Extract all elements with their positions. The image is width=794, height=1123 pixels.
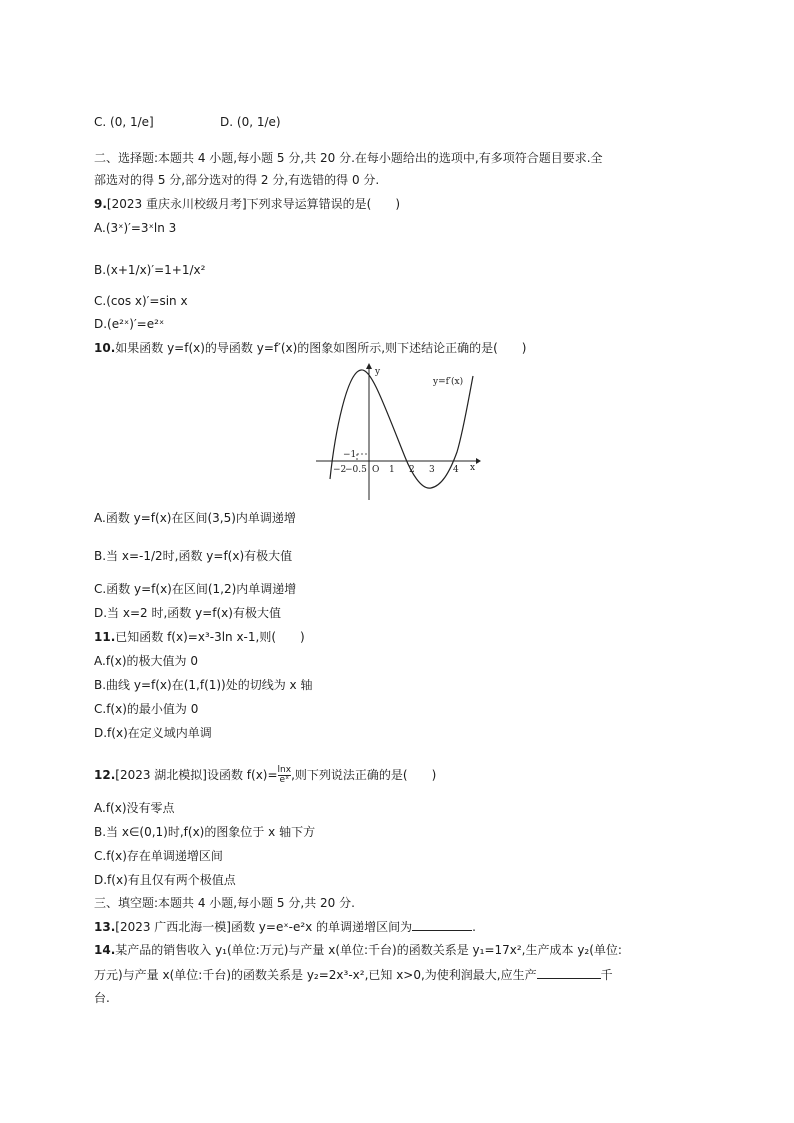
question-14-line-1 <box>94 942 622 958</box>
x-axis-label: x <box>470 463 476 473</box>
question-text: 万元)与产量 x(单位:千台)的函数关系是 y₂=2x³-x²,已知 x>0,为使利润最大,应生产 <box>94 968 537 982</box>
q11-option-a: A.f(x)的极大值为 0 <box>94 654 198 668</box>
section-2-line-1: 二、选择题:本题共 4 小题,每小题 5 分,共 20 分.在每小题给出的选项中,有多项符合题目要求.全 <box>94 151 603 165</box>
tick-label: 4 <box>453 465 459 475</box>
q10-option-a: A.函数 y=f(x)在区间(3,5)内单调递增 <box>94 511 296 525</box>
q12-option-b: B.当 x∈(0,1)时,f(x)的图象位于 x 轴下方 <box>94 825 316 839</box>
q10-option-c: C.函数 y=f(x)在区间(1,2)内单调递增 <box>94 582 297 596</box>
section-2-line-2: 部选对的得 5 分,部分选对的得 2 分,有选错的得 0 分. <box>94 173 380 187</box>
question-number: 11. <box>94 630 116 644</box>
option-text: (0, 1/e] <box>110 115 154 129</box>
question-number: 12. <box>94 768 116 782</box>
q12-option-c: C.f(x)存在单调递增区间 <box>94 849 223 863</box>
question-text: 某产品的销售收入 y₁(单位:万元)与产量 x(单位:千台)的函数关系是 y₁=17x²,生产成本 y₂(单位: <box>115 943 622 957</box>
q11-option-d: D.f(x)在定义域内单调 <box>94 726 212 740</box>
fraction-denominator: eˣ <box>279 775 290 785</box>
question-12-stem <box>94 766 436 785</box>
fraction-numerator: lnx <box>277 765 292 775</box>
question-10-stem <box>94 340 527 356</box>
question-13-stem <box>94 918 476 935</box>
option-d-top <box>220 114 281 130</box>
derivative-graph <box>313 362 483 502</box>
question-number: 10. <box>94 341 116 355</box>
tick-label: 1 <box>389 465 395 475</box>
q11-option-b: B.曲线 y=f(x)在(1,f(1))处的切线为 x 轴 <box>94 678 313 692</box>
question-number: 13. <box>94 920 116 934</box>
y-axis-label: y <box>375 367 381 377</box>
question-9-stem <box>94 196 400 212</box>
question-text: . <box>472 920 476 934</box>
q9-option-c: C.(cos x)′=sin x <box>94 294 188 308</box>
answer-blank[interactable] <box>412 918 472 931</box>
section-3-line-1: 三、填空题:本题共 4 小题,每小题 5 分,共 20 分. <box>94 896 355 910</box>
question-text: 如果函数 y=f(x)的导函数 y=f′(x)的图象如图所示,则下述结论正确的是( ) <box>115 341 527 355</box>
question-number: 9. <box>94 197 107 211</box>
question-text: ,则下列说法正确的是( ) <box>291 768 437 782</box>
q9-option-d: D.(e²ˣ)′=e²ˣ <box>94 317 165 331</box>
question-text: [2023 湖北模拟]设函数 f(x)= <box>115 768 278 782</box>
q11-option-c: C.f(x)的最小值为 0 <box>94 702 199 716</box>
q10-option-b: B.当 x=-1/2时,函数 y=f(x)有极大值 <box>94 549 293 563</box>
y-axis-arrow <box>366 363 372 369</box>
question-text: 已知函数 f(x)=x³-3ln x-1,则( ) <box>115 630 305 644</box>
tick-label: −2 <box>333 465 347 475</box>
option-label: D. <box>220 115 234 129</box>
tick-label: 3 <box>429 465 435 475</box>
option-c-top <box>94 114 154 130</box>
tick-label: −1 <box>343 450 357 460</box>
question-14-line-3: 台. <box>94 991 110 1005</box>
q10-option-d: D.当 x=2 时,函数 y=f(x)有极大值 <box>94 606 281 620</box>
tick-label: −0.5 <box>345 465 367 475</box>
x-axis-arrow <box>476 458 481 464</box>
q9-option-b: B.(x+1/x)′=1+1/x² <box>94 263 206 277</box>
curve-label: y=f′(x) <box>433 377 464 387</box>
question-14-line-2 <box>94 966 613 983</box>
question-11-stem <box>94 629 305 645</box>
fraction <box>278 766 292 785</box>
question-number: 14. <box>94 943 116 957</box>
q12-option-d: D.f(x)有且仅有两个极值点 <box>94 873 236 887</box>
question-text: 千 <box>600 968 613 982</box>
origin-label: O <box>372 465 380 475</box>
answer-blank[interactable] <box>537 966 601 979</box>
option-text: (0, 1/e) <box>236 115 281 129</box>
tick-label: 2 <box>409 465 415 475</box>
option-label: C. <box>94 115 107 129</box>
question-text: [2023 重庆永川校级月考]下列求导运算错误的是( ) <box>106 197 401 211</box>
question-text: [2023 广西北海一模]函数 y=eˣ-e²x 的单调递增区间为 <box>115 920 413 934</box>
q12-option-a: A.f(x)没有零点 <box>94 801 175 815</box>
q9-option-a: A.(3ˣ)′=3ˣln 3 <box>94 221 177 235</box>
